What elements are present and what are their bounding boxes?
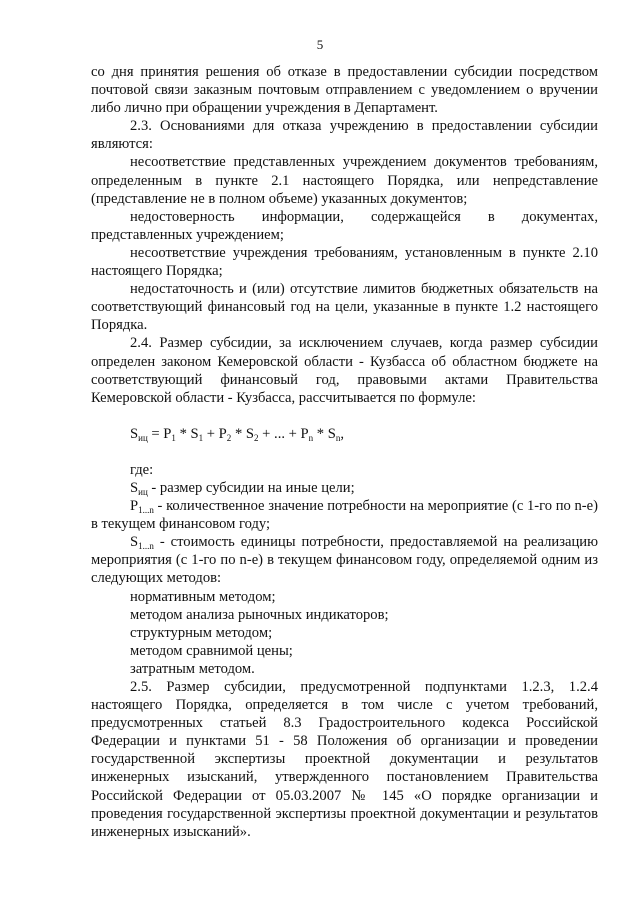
spacer — [91, 407, 598, 425]
method-comparable-price: методом сравнимой цены; — [130, 642, 293, 659]
refusal-ground-1: несоответствие представленных учреждением документов требованиям, определенным в пункте 2.1 настоящего Порядка, или непредставление (представление не в полном объеме) указанных документов; — [91, 154, 598, 207]
definition-s-range: $S_{1...n}$ - стоимость единицы потребности, предоставляемой на реализацию мероприятия (с 1-го по n-е) в текущем финансовом году, определяемой одним из следующих методов: — [91, 534, 598, 587]
page-number: 5 — [316, 37, 324, 52]
where-label: где: — [130, 461, 154, 478]
subsidy-formula: $S_{иц} = P_1 * S_1 + P_2 * S_2$ + ... + $P_n * S_n$, — [130, 425, 345, 443]
refusal-ground-3: несоответствие учреждения требованиям, установленным в пункте 2.10 настоящего Порядка; — [91, 244, 598, 280]
paragraph-2-4: 2.4. Размер субсидии, за исключением случаев, когда размер субсидии определен законом Кемеровской области - Кузбасса об областном бюджете на соответствующий финансовый год, правовыми актами Правительства Кемеровской области - Кузбасса, рассчитывается по формуле: — [91, 335, 598, 406]
method-normative: нормативным методом; — [130, 588, 276, 605]
definition-s-ic: $S_{иц}$ - размер субсидии на иные цели; — [130, 479, 355, 497]
method-market-indicators: методом анализа рыночных индикаторов; — [130, 606, 389, 623]
refusal-ground-2: недостоверность информации, содержащейся в документах, представленных учреждением; — [91, 208, 598, 243]
method-structural: структурным методом; — [130, 624, 273, 641]
spacer — [91, 443, 598, 461]
refusal-ground-4: недостаточность и (или) отсутствие лимитов бюджетных обязательств на соответствующий финансовый год на цели, указанные в пункте 1.2 настоящего Порядка. — [91, 281, 598, 334]
paragraph-refusal-notice: со дня принятия решения об отказе в предоставлении субсидии посредством почтовой связи заказным почтовым отправлением с уведомлением о вручении либо лично при обращении учреждения в Департамент. — [91, 64, 598, 117]
paragraph-2-5: 2.5. Размер субсидии, предусмотренной подпунктами 1.2.3, 1.2.4 настоящего Порядка, определяется в том числе с учетом требований, предусмотренных статьей 8.3 Градостроительного кодекса Российской Федерации и пунктами 51 - 58 Положения об организации и проведении государственной экспертизы проектной документации и результатов инженерных изысканий, утвержденного постановлением Правительства Российской Федерации от 05.03.2007 № 145 «О порядке организации и проведения государственной экспертизы проектной документации и результатов инженерных изысканий». — [91, 679, 598, 840]
method-cost: затратным методом. — [130, 660, 255, 677]
document-body — [91, 63, 598, 841]
paragraph-2-3: 2.3. Основаниями для отказа учреждению в предоставлении субсидии являются: — [91, 118, 598, 153]
definition-p-range: $P_{1...n}$ - количественное значение потребности на мероприятие (с 1-го по n-е) в текущем финансовом году; — [91, 498, 598, 533]
